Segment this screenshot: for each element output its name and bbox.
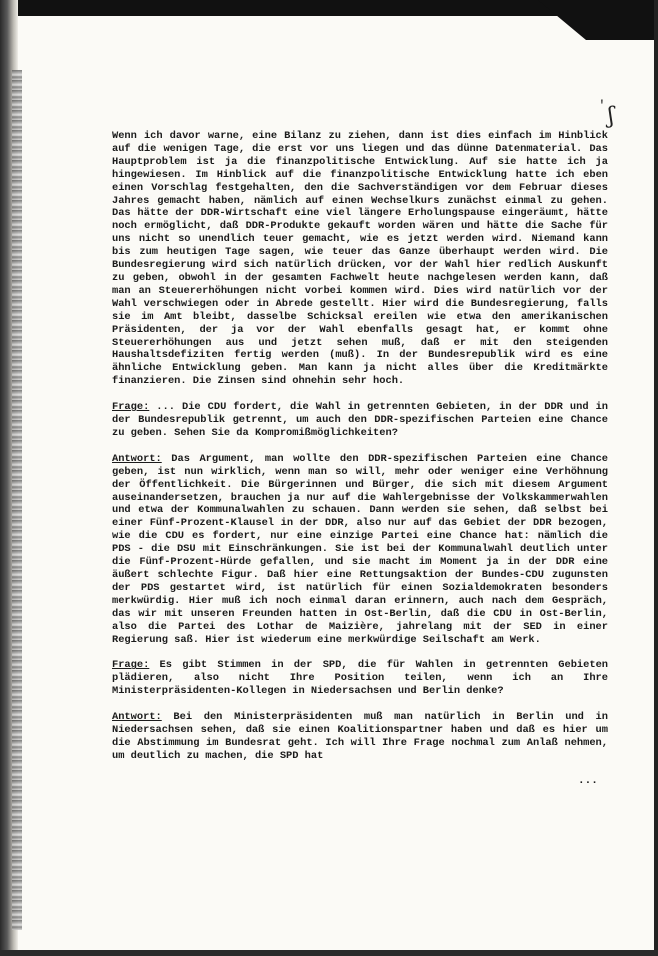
paragraph-question-1 (112, 401, 608, 440)
answer-text: Das Argument, man wollte den DDR-spezifischen Parteien eine Chance geben, ist nun wirklich, wenn man so will, mehr oder weniger eine Verhöhnung der Öffentlichkeit. Die Bürgerinnen und Bürger, die sich mit diesem Argument auseinandersetzen, brauchen ja nur auf die Wahlergebnisse der Volkskammerwahlen und etwa der Kommunalwahlen zu schauen. Dann werden sie sehen, daß selbst bei einer Fünf-Prozent-Klausel in der DDR, also nur auf das Gebiet der DDR bezogen, wie die CDU es fordert, nur eine einzige Partei eine Chance hat: nämlich die PDS - die DSU mit Einschränkungen. Sie ist bei der Kommunalwahl deutlich unter die Fünf-Prozent-Hürde gefallen, und sie macht im Moment ja in der DDR eine äußert schlechte Figur. Daß hier eine Rettungsaktion der Bundes-CDU zugunsten der PDS gestartet wird, ist natürlich für einen Sozialdemokraten besonders merkwürdig. Hier muß ich noch einmal daran erinnern, auch nach dem Gespräch, das wir mit unseren Freunden hatten in Ost-Berlin, daß die CDU in Ost-Berlin, also die Partei des Lothar de Maizière, jahrelang mit der SED in einer Regierung saß. Hier ist wiederum eine merkwürdige Seilschaft am Werk. (112, 452, 608, 646)
scan-edge-noise (12, 70, 22, 930)
scan-bottom-edge (0, 950, 658, 956)
handwritten-tick-mark: ' (598, 98, 606, 113)
typed-document-text (112, 130, 608, 763)
scan-right-edge (654, 0, 658, 956)
paragraph-answer-1 (112, 453, 608, 647)
paragraph-answer-2 (112, 711, 608, 763)
paragraph-text: Wenn ich davor warne, eine Bilanz zu ziehen, dann ist dies einfach im Hinblick auf die wenigen Tage, die erst vor uns liegen und das dünne Datenmaterial. Das Hauptproblem ist ja die finanzpolitische Entwicklung. Auf sie hatte ich ja hingewiesen. Im Hinblick auf die finanzpolitische Entwicklung hatte ich eben einen Vorschlag festgehalten, den die Sachverständigen vor dem Februar dieses Jahres gemacht haben, nämlich auf einen Wechselkurs zunächst einmal zu gehen. Das hätte der DDR-Wirtschaft eine viel längere Erholungspause eingeräumt, hätte noch ermöglicht, daß DDR-Produkte gekauft worden wären und hätte die Sache für uns nicht so unendlich teuer gemacht, wie es jetzt werden wird. Niemand kann bis zum heutigen Tage sagen, wie teuer das Ganze überhaupt werden wird. Die Bundesregierung wird sich natürlich drücken, vor der Wahl hier redlich Auskunft zu geben, obwohl in der gesamten Fachwelt heute nachgelesen werden kann, daß man an Steuererhöhungen nicht vorbei kommen wird. Dies wird natürlich vor der Wahl verschwiegen oder in Abrede gestellt. Hier wird die Bundesregierung, falls sie im Amt bleibt, dasselbe Schicksal ereilen wie etwa den amerikanischen Präsidenten, der ja vor der Wahl ebenfalls gesagt hat, er kommt ohne Steuererhöhungen aus und jetzt sehen muß, daß er mit den steigenden Haushaltsdefiziten fertig werden (muß). In der Bundesrepublik wird es eine ähnliche Entwicklung geben. Man kann ja nicht alles über die Kreditmärkte finanzieren. Die Zinsen sind ohnehin sehr hoch. (112, 130, 608, 388)
answer-label: Antwort: (112, 711, 162, 724)
answer-text: Bei den Ministerpräsidenten muß man natürlich in Berlin und in Niedersachsen sehen, daß sie einen Koalitionspartner haben und daß es hier um die Abstimmung im Bundesrat geht. Ich will Ihre Frage nochmal zum Anlaß nehmen, um deutlich zu machen, die SPD hat (112, 711, 608, 762)
paragraph-intro (112, 130, 608, 388)
question-text: ... Die CDU fordert, die Wahl in getrennten Gebieten, in der DDR und in der Bundesrepublik getrennt, um auch den DDR-spezifischen Parteien eine Chance zu geben. Sehen Sie da Kompromißmöglichkeiten? (112, 401, 608, 439)
continuation-mark: ... (578, 775, 598, 787)
handwritten-margin-mark: ʃ (608, 104, 614, 129)
paragraph-question-2 (112, 659, 608, 698)
answer-label: Antwort: (112, 452, 162, 465)
question-text: Es gibt Stimmen in der SPD, die für Wahlen in getrennten Gebieten plädieren, also nicht Ihre Position teilen, wenn ich an Ihre Ministerpräsidenten-Kollegen in Niedersachsen und Berlin denke? (112, 659, 608, 698)
question-label: Frage: (112, 659, 150, 672)
question-label: Frage: (112, 401, 150, 414)
